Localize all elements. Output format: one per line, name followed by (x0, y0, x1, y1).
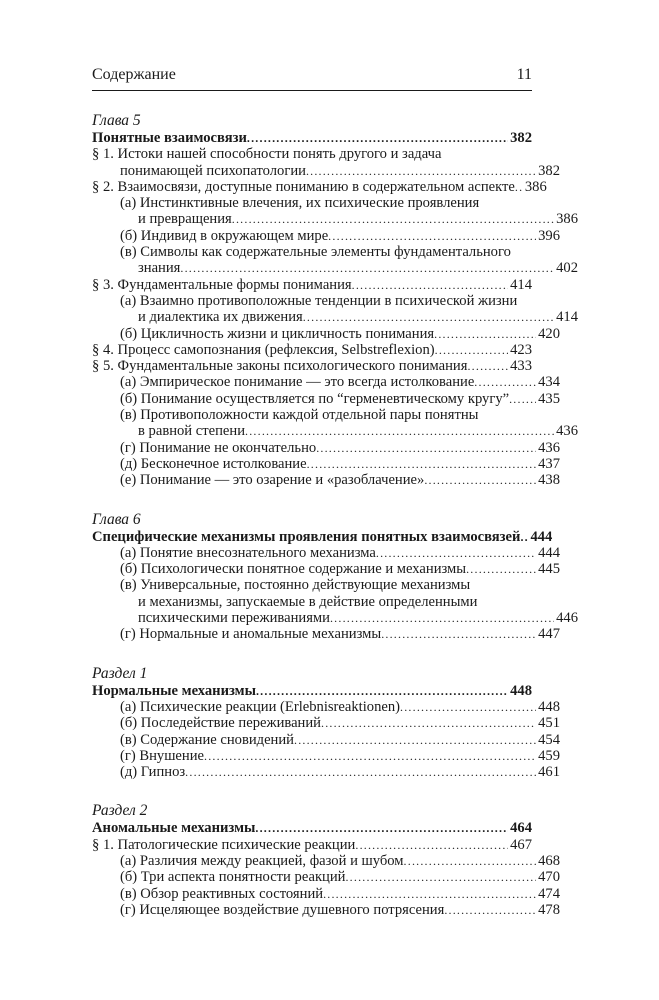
toc-entry-5-5e[interactable]: (д) Бесконечное истолкование ..... 437 (92, 456, 560, 472)
leader-dots (520, 529, 528, 545)
toc-entry-s1-b[interactable]: (б) Последействие переживаний ..... 451 (92, 715, 560, 731)
toc-entry-s1-d[interactable]: (г) Внушение ..... 459 (92, 748, 560, 764)
toc-entry-5-2a[interactable]: и превращения ..... 386 (92, 211, 578, 227)
toc-entry-section-2[interactable]: Аномальные механизмы ..... 464 (92, 820, 532, 836)
leader-dots (247, 130, 508, 146)
leader-dots (307, 456, 537, 472)
leader-dots (474, 374, 536, 390)
leader-dots (323, 886, 536, 902)
leader-dots (466, 561, 536, 577)
running-header (92, 64, 532, 91)
leader-dots (424, 472, 536, 488)
toc-page (92, 64, 578, 918)
leader-dots (204, 748, 536, 764)
leader-dots (180, 260, 554, 276)
toc-entry-chapter-6[interactable]: Специфические механизмы проявления понятных взаимосвязей ..... 444 (92, 529, 532, 545)
leader-dots (245, 423, 554, 439)
toc-entry-5-5a[interactable]: (а) Эмпирическое понимание — это всегда истолкование ..... 434 (92, 374, 560, 390)
leader-dots (185, 764, 536, 780)
section-2-label: Раздел 2 (92, 802, 148, 820)
leader-dots (232, 211, 554, 227)
toc-entry-s1-e[interactable]: (д) Гипноз ..... 461 (92, 764, 560, 780)
toc-entry-5-2a-line1[interactable]: (а) Инстинктивные влечения, их психические проявления (120, 195, 480, 212)
toc-entry-5-2c-line1[interactable]: (в) Символы как содержательные элементы фундаментального (120, 244, 511, 261)
leader-dots (294, 732, 536, 748)
leader-dots (467, 358, 508, 374)
toc-entry-5-5b[interactable]: (б) Понимание осуществляется по “герменевтическому кругу” ..... 435 (92, 391, 560, 407)
toc-entry-6-c[interactable]: психическими переживаниями ..... 446 (92, 610, 578, 626)
leader-dots (256, 683, 508, 699)
toc-entry-5-2[interactable]: § 2. Взаимосвязи, доступные пониманию в содержательном аспекте ..... 386 (92, 179, 532, 195)
leader-dots (321, 715, 536, 731)
leader-dots (303, 309, 554, 325)
toc-entry-s2-a[interactable]: (а) Различия между реакцией, фазой и шубом ..... 468 (92, 853, 560, 869)
leader-dots (444, 902, 536, 918)
toc-entry-s1-c[interactable]: (в) Содержание сновидений ..... 454 (92, 732, 560, 748)
toc-entry-section-1[interactable]: Нормальные механизмы ..... 448 (92, 683, 532, 699)
section-1-label: Раздел 1 (92, 664, 148, 682)
leader-dots (515, 179, 523, 195)
toc-entry-s2-1[interactable]: § 1. Патологические психические реакции ..... 467 (92, 837, 532, 853)
toc-entry-6-a[interactable]: (а) Понятие внесознательного механизма ..... 444 (92, 545, 560, 561)
leader-dots (352, 277, 508, 293)
leader-dots (381, 626, 536, 642)
toc-entry-s2-d[interactable]: (г) Исцеляющее воздействие душевного потрясения ..... 478 (92, 902, 560, 918)
leader-dots (345, 869, 536, 885)
toc-entry-s2-b[interactable]: (б) Три аспекта понятности реакций ..... 470 (92, 869, 560, 885)
toc-entry-5-2c[interactable]: знания ..... 402 (92, 260, 578, 276)
running-header-title: Содержание (92, 66, 176, 83)
toc-entry-s1-a[interactable]: (а) Психические реакции (Erlebnisreaktionen) ..... 448 (92, 699, 560, 715)
leader-dots (330, 610, 554, 626)
leader-dots (400, 699, 536, 715)
leader-dots (509, 391, 536, 407)
toc-entry-5-3b[interactable]: (б) Цикличность жизни и цикличность понимания ..... 420 (92, 326, 560, 342)
leader-dots (355, 837, 508, 853)
toc-entry-chapter-5[interactable]: Понятные взаимосвязи ..... 382 (92, 130, 532, 146)
leader-dots (435, 342, 508, 358)
leader-dots (434, 326, 536, 342)
toc-entry-5-3a-line1[interactable]: (а) Взаимно противоположные тенденции в психической жизни (120, 292, 518, 309)
toc-entry-6-c-line2[interactable]: и механизмы, запускаемые в действие определенными (138, 593, 478, 610)
leader-dots (306, 163, 536, 179)
toc-entry-6-d[interactable]: (г) Нормальные и аномальные механизмы ..... 447 (92, 626, 560, 642)
leader-dots (328, 228, 536, 244)
leader-dots (376, 545, 536, 561)
toc-entry-5-3[interactable]: § 3. Фундаментальные формы понимания ..... 414 (92, 277, 532, 293)
toc-entry-s2-c[interactable]: (в) Обзор реактивных состояний ..... 474 (92, 886, 560, 902)
toc-entry-5-1-line1[interactable]: § 1. Истоки нашей способности понять другого и задача (92, 146, 442, 163)
toc-entry-5-5c-line1[interactable]: (в) Противоположности каждой отдельной пары понятны (120, 407, 479, 424)
toc-entry-5-5[interactable]: § 5. Фундаментальные законы психологического понимания ..... 433 (92, 358, 532, 374)
page-number: 11 (516, 66, 532, 83)
toc-entry-5-1[interactable]: понимающей психопатологии ..... 382 (92, 163, 560, 179)
toc-entry-5-3a[interactable]: и диалектика их движения ..... 414 (92, 309, 578, 325)
leader-dots (316, 440, 536, 456)
toc-entry-5-5c[interactable]: в равной степени ..... 436 (92, 423, 578, 439)
chapter-5-label: Глава 5 (92, 112, 141, 129)
leader-dots (255, 820, 508, 836)
toc-entry-5-4[interactable]: § 4. Процесс самопознания (рефлексия, Selbstreflexion) ..... 423 (92, 342, 532, 358)
toc-entry-5-5f[interactable]: (е) Понимание — это озарение и «разоблачение» ..... 438 (92, 472, 560, 488)
chapter-6-label: Глава 6 (92, 510, 141, 528)
toc-entry-6-c-line1[interactable]: (в) Универсальные, постоянно действующие механизмы (120, 577, 471, 594)
toc-entry-5-5d[interactable]: (г) Понимание не окончательно ..... 436 (92, 440, 560, 456)
leader-dots (404, 853, 537, 869)
toc-entry-5-2b[interactable]: (б) Индивид в окружающем мире ..... 396 (92, 228, 560, 244)
toc-entry-6-b[interactable]: (б) Психологически понятное содержание и механизмы ..... 445 (92, 561, 560, 577)
